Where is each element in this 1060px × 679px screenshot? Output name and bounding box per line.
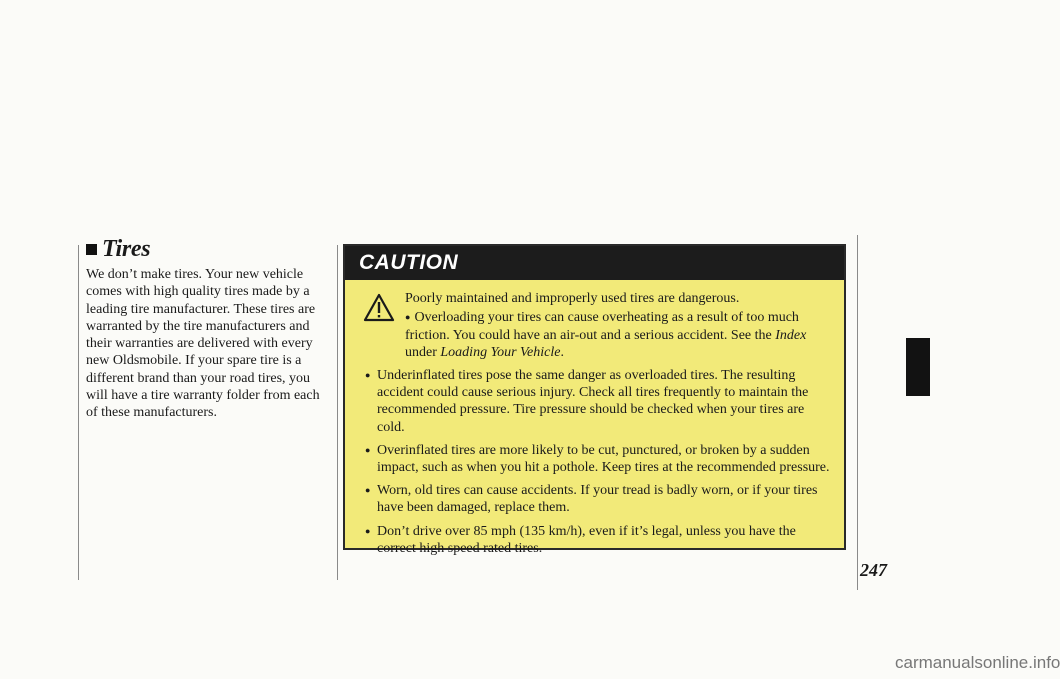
caution-intro: [365, 290, 830, 361]
caution-bullet: ● Don’t drive over 85 mph (135 km/h), even if it’s legal, unless you have the correct high speed rated tires.: [365, 523, 830, 557]
column-divider-rule: [337, 245, 338, 580]
section-heading: [86, 236, 150, 263]
first-bullet-end: .: [560, 344, 564, 360]
caution-intro-text: Poorly maintained and improperly used tires are dangerous.: [405, 291, 740, 306]
section-title: Tires: [102, 236, 151, 262]
section-tab-marker: [906, 338, 930, 396]
caution-bullet: ● Underinflated tires pose the same danger as overloaded tires. The resulting accident could cause serious injury. Check all tires frequently to maintain the recommended pressure. Tire pressure should be checked when your tires are cold.: [365, 367, 830, 436]
square-bullet-icon: [86, 244, 97, 255]
caution-content: [345, 280, 844, 557]
body-paragraph: We don’t make tires. Your new vehicle comes with high quality tires made by a leading tire manufacturer. These tires are warranted by the tire manufacturers and their warranties are delivered with every new Oldsmobile. If your spare tire is a different brand than your road tires, you will have a tire warranty folder from each of these manufacturers.: [86, 267, 320, 421]
left-margin-rule: [78, 245, 79, 580]
caution-header: [345, 246, 844, 280]
first-bullet-text: Overloading your tires can cause overheating as a result of too much friction. You could have an air-out and a serious accident. See the: [405, 310, 799, 343]
caution-bullet: ● Overinflated tires are more likely to be cut, punctured, or broken by a sudden impact, such as when you hit a pothole. Keep tires at the recommended pressure.: [365, 442, 830, 476]
page-number: 247: [860, 560, 887, 580]
index-reference: Index: [775, 327, 807, 343]
under-word: under: [405, 344, 441, 360]
loading-reference: Loading Your Vehicle: [440, 344, 561, 360]
right-margin-rule: [857, 235, 858, 590]
warning-triangle-icon: [363, 293, 395, 322]
caution-bullet: ● Worn, old tires can cause accidents. If your tread is badly worn, or if your tires have been damaged, replace them.: [365, 482, 830, 516]
caution-box: [343, 244, 846, 556]
caution-first-bullet: [405, 309, 830, 361]
bullet-icon: ●: [405, 312, 411, 323]
watermark: carmanualsonline.info: [895, 653, 1060, 672]
caution-title: CAUTION: [359, 251, 459, 274]
caution-bullet-list: [365, 367, 830, 557]
